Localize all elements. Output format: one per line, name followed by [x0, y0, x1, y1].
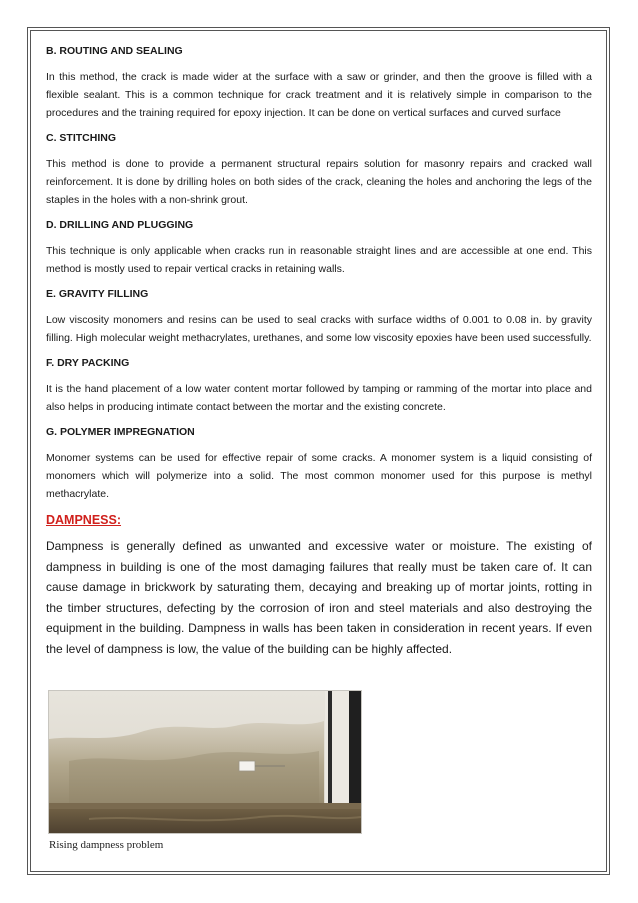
page-content	[46, 44, 592, 659]
section-body: Low viscosity monomers and resins can be used to seal cracks with surface widths of 0.001 to 0.08 in. by gravity filling. High molecular weight methacrylates, urethanes, and some low viscosity epoxies have been used successfully.	[46, 314, 592, 344]
dampness-heading: DAMPNESS:	[46, 513, 122, 527]
section-body: This technique is only applicable when cracks run in reasonable straight lines and are accessible at one end. This method is mostly used to repair vertical cracks in retaining walls.	[46, 245, 592, 275]
section-heading: C. STITCHING	[46, 132, 116, 144]
section-heading: B. ROUTING AND SEALING	[46, 45, 183, 57]
section-heading: G. POLYMER IMPREGNATION	[46, 426, 195, 438]
figure-caption: Rising dampness problem	[49, 839, 164, 851]
section-body: This method is done to provide a permanent structural repairs solution for masonry repairs and cracked wall reinforcement. It is done by drilling holes on both sides of the crack, cleaning the holes and anchoring the legs of the staples in the holes with a non-shrink grout.	[46, 158, 592, 206]
section-stitching	[46, 131, 592, 209]
section-body: It is the hand placement of a low water content mortar followed by tamping or ramming of the mortar into place and also helps in producing intimate contact between the mortar and the existing concrete.	[46, 383, 592, 413]
rising-dampness-photo	[48, 690, 362, 834]
section-gravity-filling	[46, 287, 592, 347]
section-heading: D. DRILLING AND PLUGGING	[46, 219, 194, 231]
section-drilling-plugging	[46, 218, 592, 278]
section-heading: F. DRY PACKING	[46, 357, 130, 369]
section-body: In this method, the crack is made wider at the surface with a saw or grinder, and then the groove is filled with a flexible sealant. This is a common technique for crack treatment and it is relatively simple in comparison to the procedures and the training required for epoxy injection. It can be done on vertical surfaces and curved surface	[46, 71, 592, 119]
section-heading: E. GRAVITY FILLING	[46, 288, 149, 300]
dampness-body: Dampness is generally defined as unwanted and excessive water or moisture. The existing of dampness in building is one of the most damaging failures that really must be taken care of. It can cause damage in brickwork by saturating them, decaying and breaking up of mortar joints, rotting in the timber structures, defecting by the corrosion of iron and steel materials and also destroying the equipment in the building. Dampness in walls has been taken in consideration in recent years. If even the level of dampness is low, the value of the building can be highly affected.	[46, 539, 592, 656]
section-dry-packing	[46, 356, 592, 416]
section-body: Monomer systems can be used for effective repair of some cracks. A monomer system is a liquid consisting of monomers which will polymerize into a solid. The most common monomer used for this purpose is methyl methacrylate.	[46, 452, 592, 500]
section-routing-sealing	[46, 44, 592, 122]
section-polymer-impregnation	[46, 425, 592, 503]
